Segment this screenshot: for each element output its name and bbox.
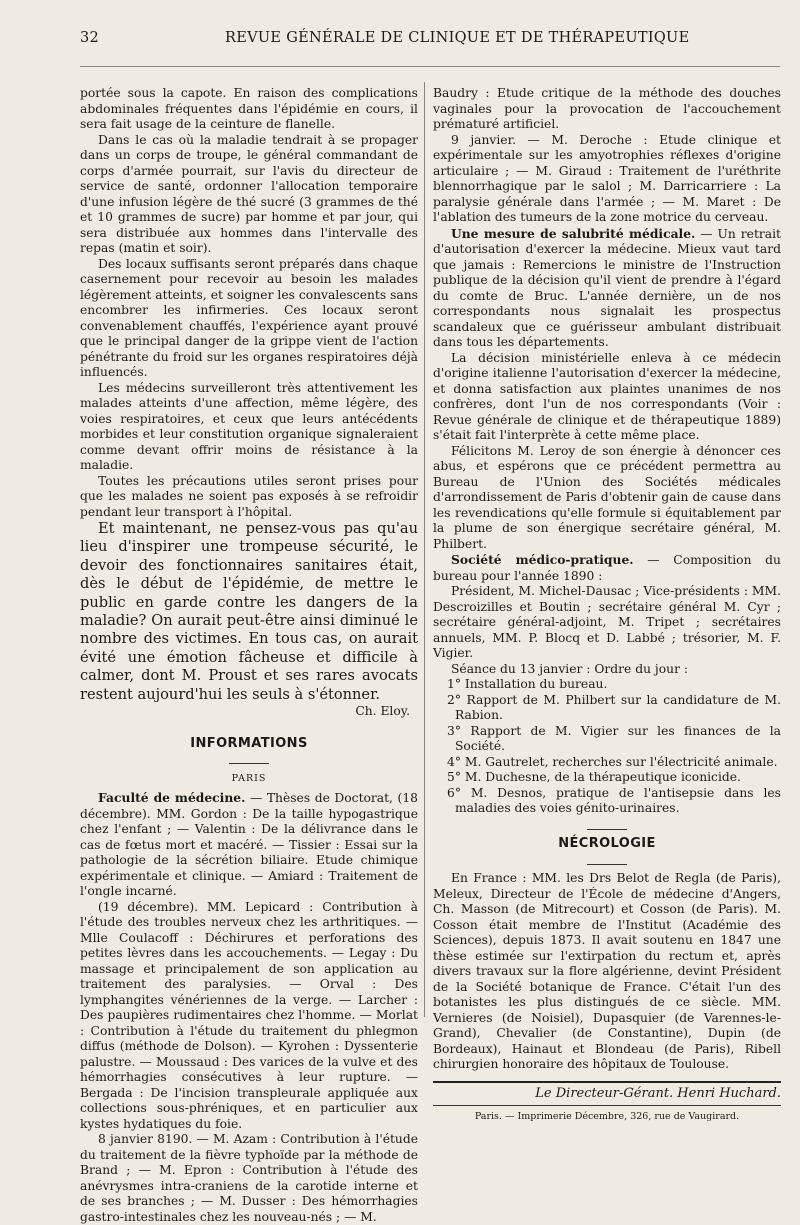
printer-imprint: Paris. — Imprimerie Décembre, 326, rue de Vaugirard. — [474, 1111, 740, 1122]
agenda-item: 2° Rapport de M. Philbert sur la candidature de M. Rabion. — [447, 692, 781, 722]
agenda-intro: Séance du 13 janvier : Ordre du jour : — [451, 661, 689, 676]
section-title: Une mesure de salubrité médicale. — [451, 225, 696, 241]
running-title: REVUE GÉNÉRALE DE CLINIQUE ET DE THÉRAPEUTIQUE — [225, 30, 690, 46]
necrologie-heading: NÉCROLOGIE — [558, 836, 656, 851]
section-title: Faculté de médecine. — [98, 790, 246, 806]
agenda-item: 3° Rapport de M. Vigier sur les finances de la Société. — [447, 723, 781, 753]
left-column — [80, 86, 418, 1225]
agenda-item: 5° M. Duchesne, de la thérapeutique iconicide. — [447, 770, 741, 784]
paragraph: Les médecins surveilleront très attentivement les malades atteints d'une affection, même légère, des voies respiratoires, et ceux que leurs antécédents morbides et leur constitution organique signaleraient comme devant offrir moins de résistance à la maladie. — [80, 380, 418, 472]
printer-rule — [433, 1105, 781, 1106]
closing-paragraph: Et maintenant, ne pensez-vous pas qu'au lieu d'inspirer une trompeuse sécurité, le devoir des fonctionnaires sanitaires était, dès le début de l'épidémie, de mettre le public en garde contre les dangers de la maladie? On aurait peut-être ainsi diminué le nombre des victimes. En tous cas, on aurait évité une émotion fâcheuse et difficile à calmer, dont M. Proust et ses rares avocats restent aujourd'hui les seuls à s'étonner. — [80, 520, 418, 703]
paragraph: Des locaux suffisants seront préparés dans chaque casernement pour recevoir au besoin les malades légèrement atteints, et soigner les convalescents sans encombrer les infirmeries. Ces locaux seront convenablement chauffés, l'expérience ayant prouvé que le principal danger de la grippe vient de l'action pénétrante du froid sur les organes respiratoires déjà influencés. — [80, 256, 418, 379]
paragraph: Dans le cas où la maladie tendrait à se propager dans un corps de troupe, le général commandant de corps d'armée pourrait, sur l'avis du directeur de service de santé, ordonner l'allocation temporaire d'une infusion légère de thé sucré (3 grammes de thé et 10 grammes de sucre) par homme et par jour, qui sera distribuée aux hommes dans l'intervalle des repas (matin et soir). — [80, 132, 418, 255]
section-rule — [433, 819, 781, 835]
page-number: 32 — [80, 30, 100, 46]
paragraph: — Un retrait d'autorisation d'exercer la médecine. Mieux vaut tard que jamais : Remercions le ministre de l'Instruction publique de la décision qu'il vient de prendre à l'égard du comte de Bruc. L'année dernière, un de nos correspondants nous signalait les prospectus scandaleux que ce guérisseur ambulant distribuait dans tous les départements. — [433, 226, 781, 349]
paragraph: 9 janvier. — M. Deroche : Etude clinique et expérimentale sur les amyotrophies réflexes d'origine articulaire ; — M. Giraud : Traitement de l'uréthrite blennorrhagique par le salol ; M. Darricarriere : La paralysie générale dans l'armée ; — M. Maret : De l'ablation des tumeurs de la zone motrice du cerveau. — [433, 132, 781, 224]
informations-heading: INFORMATIONS — [190, 735, 308, 751]
paris-subheading: PARIS — [231, 772, 267, 784]
agenda-item: 1° Installation du bureau. — [447, 677, 608, 691]
paragraph: Président, M. Michel-Dausac ; Vice-présidents : MM. Descroizilles et Boutin ; secrétaire général M. Cyr ; secrétaire général-adjoint, M. Tripet ; secrétaires annuels, MM. P. Blocq et D. Labbé ; trésorier, M. F. Vigier. — [433, 584, 781, 660]
paragraph: Félicitons M. Leroy de son énergie à dénoncer ces abus, et espérons que ce précédent permettra au Bureau de l'Union des Sociétés médicales d'arrondissement de Paris d'obtenir gain de cause dans les revendications qu'elle formule si équitablement par la plume de son énergique secrétaire général, M. Philbert. — [433, 443, 781, 551]
column-divider — [424, 82, 425, 1017]
theses-list: 8 janvier 8190. — M. Azam : Contribution à l'étude du traitement de la fièvre typhoïde par la méthode de Brand ; — M. Epron : Contribution à l'étude des anévrysmes intra-craniens de la carotide interne et de ses branches ; — M. Dusser : Des hémorrhagies gastro-intestinales chez les nouveau-nés ; — M. — [80, 1132, 418, 1224]
agenda-item: 4° M. Gautrelet, recherches sur l'électricité animale. — [447, 754, 778, 769]
footer-rule — [433, 1081, 781, 1083]
agenda-item: 6° M. Desnos, pratique de l'antisepsie dans les maladies des voies génito-urinaires. — [447, 785, 781, 815]
theses-list: (19 décembre). MM. Lepicard : Contribution à l'étude des troubles nerveux chez les arthritiques. — Mlle Coulacoff : Déchirures et perforations des petites lèvres dans les accouchements. — Legay : Du massage et principalement de son application au traitement des paralysies. — Orval : Des lymphangites vénériennes de la verge. — Larcher : Des paupières rudimentaires chez l'homme. — Morlat : Contribution à l'étude du traitement du phlegmon diffus (méthode de Dolson). — Kyrohen : Dyssenterie palustre. — Moussaud : Des varices de la vulve et des hémorrhagies consécutives à leur rupture. — Bergada : De l'incision transpleurale appliquée aux collections sous-phréniques, et en particulier aux kystes hydatiques du foie. — [80, 899, 418, 1131]
paragraph: portée sous la capote. En raison des complications abdominales fréquentes dans l'épidémie en cours, il sera fait usage de la ceinture de flanelle. — [80, 86, 418, 131]
heading-rule — [433, 854, 781, 870]
header-rule — [80, 66, 780, 67]
paragraph: La décision ministérielle enleva à ce médecin d'origine italienne l'autorisation d'exercer la médecine, et donna satisfaction aux plaintes unanimes de nos confrères, dont l'un de nos correspondants (Voir : Revue générale de clinique et de thérapeutique 1889) s'était fait l'interprète à cette même place. — [433, 350, 781, 442]
necrologie-text: En France : MM. les Drs Belot de Regla (de Paris), Meleux, Directeur de l'École de médecine d'Angers, Ch. Masson (de Mitrecourt) et Cosson (de Paris). M. Cosson était membre de l'Institut (Académie des Sciences), depuis 1873. Il avait soutenu en 1847 une thèse estimée sur l'extirpation du rectum et, après divers travaux sur la flore algérienne, devint Président de la Société botanique de France. C'était l'un des botanistes les plus distingués de ce siècle. MM. Vernieres (de Noisiel), Dupasquier (de Varennes-le-Grand), Chevalier (de Constantine), Dupin (de Bordeaux), Hainaut et Blondeau (de Paris), Ribell chirurgien honoraire des hôpitaux de Toulouse. — [433, 871, 781, 1071]
director-signature: Le Directeur-Gérant. Henri Huchard. — [535, 1085, 781, 1101]
paragraph: Baudry : Etude critique de la méthode des douches vaginales pour la provocation de l'accouchement prématuré artificiel. — [433, 86, 781, 131]
paragraph: — Composition du bureau pour l'année 1890 : — [433, 553, 781, 583]
right-column — [433, 86, 781, 1125]
paragraph: Toutes les précautions utiles seront prises pour que les malades ne soient pas exposés à se refroidir pendant leur transport à l'hôpital. — [80, 473, 418, 519]
theses-list: — Thèses de Doctorat, (18 décembre). MM. Gordon : De la taille hypogastrique chez l'enfant ; — Valentin : De la délivrance dans le cas de fœtus mort et macéré. — Tissier : Essai sur la pathologie de la sécrétion biliaire. Etude chimique expérimentale et clinique. — Amiard : Traitement de l'ongle incarné. — [80, 791, 418, 899]
heading-rule — [80, 753, 418, 769]
author-signature: Ch. Eloy. — [355, 704, 410, 719]
page-header — [60, 30, 765, 54]
section-title: Société médico-pratique. — [451, 552, 634, 567]
